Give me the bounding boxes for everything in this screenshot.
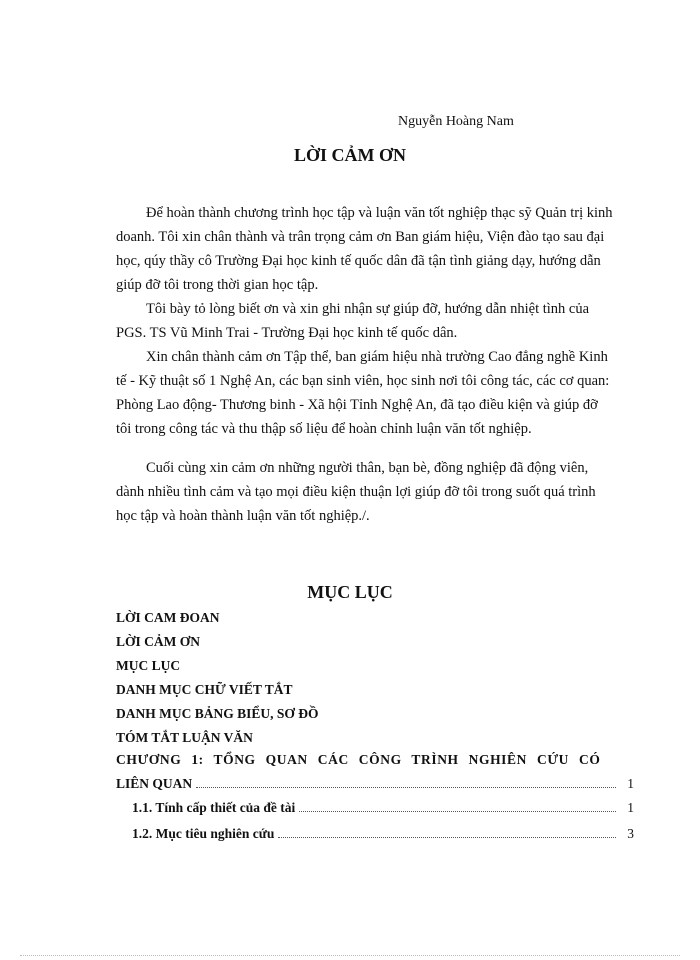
acknowledgement-paragraph-2 [116, 297, 634, 345]
acknowledgement-paragraph-4 [116, 456, 634, 528]
paragraph-line: PGS. TS Vũ Minh Trai - Trường Đại học kinh tế quốc dân. [116, 325, 458, 341]
toc-page-number: 3 [627, 826, 634, 841]
toc-chapter-1-label: LIÊN QUAN [116, 776, 193, 791]
page-bottom-divider [20, 955, 680, 956]
toc-page-number: 1 [627, 800, 634, 815]
toc-item-commitment[interactable]: LỜI CAM ĐOAN [116, 610, 220, 625]
toc-item-tables-figures[interactable]: DANH MỤC BẢNG BIỂU, SƠ ĐỒ [116, 706, 319, 721]
acknowledgement-title: LỜI CẢM ƠN [294, 145, 406, 165]
toc-item-acknowledgement[interactable]: LỜI CẢM ƠN [116, 634, 200, 649]
toc-section-label: 1.1. Tính cấp thiết của đề tài [132, 800, 296, 815]
dot-leader [299, 800, 616, 812]
paragraph-line: Xin chân thành cảm ơn Tập thể, ban giám hiệu nhà trường Cao đẳng nghề Kinh [146, 349, 608, 365]
acknowledgement-paragraph-3 [116, 345, 634, 441]
paragraph-line: Cuối cùng xin cảm ơn những người thân, bạn bè, đồng nghiệp đã động viên, [146, 460, 589, 476]
toc-title: MỤC LỤC [307, 582, 393, 602]
acknowledgement-paragraph-1 [116, 201, 634, 297]
paragraph-line: Phòng Lao động- Thương binh - Xã hội Tỉnh Nghệ An, đã tạo điều kiện và giúp đỡ [116, 397, 598, 413]
toc-item-summary[interactable]: TÓM TẮT LUẬN VĂN [116, 730, 253, 745]
toc-chapter-1-row[interactable] [116, 776, 634, 792]
toc-item-contents[interactable]: MỤC LỤC [116, 658, 181, 673]
paragraph-line: Để hoàn thành chương trình học tập và luận văn tốt nghiệp thạc sỹ Quản trị kinh [146, 205, 613, 221]
paragraph-line: tôi trong công tác và thu thập số liệu để hoàn chỉnh luận văn tốt nghiệp. [116, 421, 532, 437]
toc-section-label: 1.2. Mục tiêu nghiên cứu [132, 826, 275, 841]
toc-section-1-2[interactable] [132, 826, 634, 842]
paragraph-line: Tôi bày tỏ lòng biết ơn và xin ghi nhận sự giúp đỡ, hướng dẫn nhiệt tình của [146, 301, 590, 317]
toc-page-number: 1 [627, 776, 634, 791]
toc-chapter-1-title[interactable]: CHƯƠNG 1: TỔNG QUAN CÁC CÔNG TRÌNH NGHIÊN CỨU CÓ [116, 752, 601, 767]
dot-leader [196, 776, 616, 788]
paragraph-line: dành nhiều tình cảm và tạo mọi điều kiện thuận lợi giúp đỡ tôi trong suốt quá trình [116, 484, 596, 500]
toc-item-abbreviations[interactable]: DANH MỤC CHỮ VIẾT TẮT [116, 682, 293, 697]
paragraph-line: học, qúy thầy cô Trường Đại học kinh tế quốc dân đã tận tình giảng dạy, hướng dẫn [116, 253, 601, 269]
paragraph-line: tế - Kỹ thuật số 1 Nghệ An, các bạn sinh viên, học sinh nơi tôi công tác, các cơ quan: [116, 373, 610, 389]
paragraph-line: giúp đỡ tôi trong thời gian học tập. [116, 277, 319, 293]
dot-leader [278, 826, 616, 838]
paragraph-line: học tập và hoàn thành luận văn tốt nghiệp./. [116, 508, 370, 524]
paragraph-line: doanh. Tôi xin chân thành và trân trọng cảm ơn Ban giám hiệu, Viện đào tạo sau đại [116, 229, 605, 245]
toc-section-1-1[interactable] [132, 800, 634, 816]
author-name: Nguyễn Hoàng Nam [398, 114, 514, 129]
